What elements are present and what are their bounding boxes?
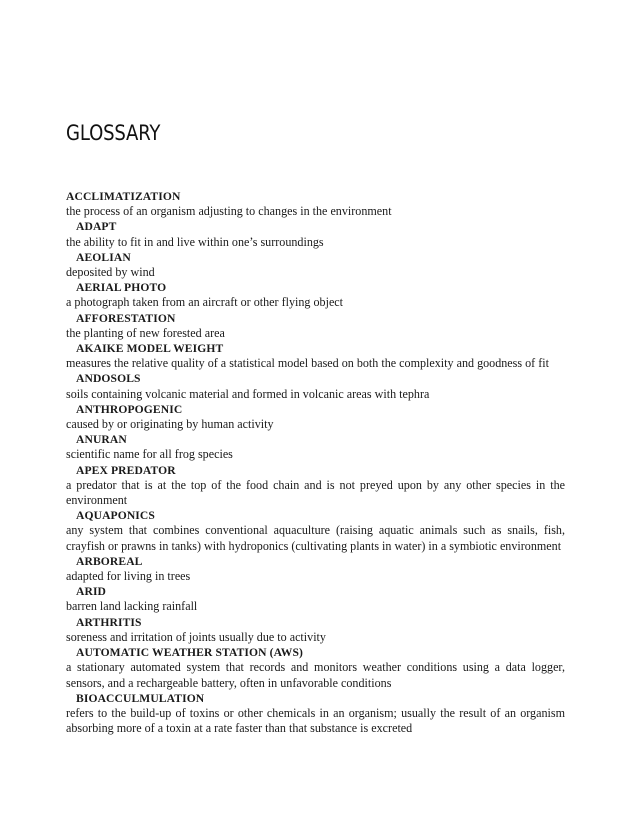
glossary-definition: soreness and irritation of joints usually due to activity	[66, 629, 326, 644]
glossary-definition: the ability to fit in and live within one’s surroundings	[66, 234, 324, 249]
glossary-definition: any system that combines conventional aquaculture (raising aquatic animals such as snails, fish, crayfish or prawns in tanks) with hydroponics (cultivating plants in water) in a symbiotic environment	[66, 523, 565, 553]
glossary-term: AFFORESTATION	[76, 311, 176, 325]
glossary-term: ANDOSOLS	[76, 372, 141, 386]
glossary-definition: refers to the build-up of toxins or other chemicals in an organism; usually the result of an organism absorbing more of a toxin at a rate faster than that substance is excreted	[66, 705, 565, 736]
glossary-entry	[66, 463, 565, 509]
glossary-entry	[66, 645, 565, 691]
glossary-entry	[66, 615, 565, 645]
glossary-term: ARBOREAL	[76, 554, 143, 568]
glossary-definition: adapted for living in trees	[66, 569, 191, 584]
glossary-entry	[66, 508, 565, 554]
glossary-definition: scientific name for all frog species	[66, 447, 233, 462]
glossary-term: ACCLIMATIZATION	[66, 190, 181, 203]
glossary-entry	[66, 280, 565, 310]
glossary-definition: the process of an organism adjusting to changes in the environment	[66, 204, 392, 219]
glossary-term: ARTHRITIS	[76, 615, 142, 629]
glossary-term: ARID	[76, 585, 107, 599]
glossary-definition: the planting of new forested area	[66, 325, 225, 340]
glossary-entry	[66, 311, 565, 341]
glossary-definition: a stationary automated system that records and monitors weather conditions using a data logger, sensors, and a rechargeable battery, often in unfavorable conditions	[66, 660, 565, 690]
glossary-entry	[66, 554, 565, 584]
glossary-entry	[66, 341, 565, 371]
glossary-definition: measures the relative quality of a statistical model based on both the complexity and goodness of fit	[66, 356, 549, 371]
glossary-definition: a photograph taken from an aircraft or other flying object	[66, 295, 344, 310]
page-title: GLOSSARY	[66, 121, 161, 145]
glossary-list	[66, 189, 565, 736]
glossary-term: BIOACCULMULATION	[76, 691, 205, 705]
glossary-term: AQUAPONICS	[76, 509, 155, 523]
glossary-term: APEX PREDATOR	[76, 463, 176, 477]
glossary-definition: caused by or originating by human activity	[66, 417, 274, 432]
glossary-term: AEOLIAN	[76, 250, 131, 264]
glossary-definition: deposited by wind	[66, 265, 155, 280]
glossary-term: ADAPT	[76, 220, 117, 234]
glossary-entry	[66, 402, 565, 432]
glossary-entry	[66, 432, 565, 462]
glossary-term: ANURAN	[76, 433, 127, 447]
glossary-term: AERIAL PHOTO	[76, 281, 167, 295]
glossary-term: ANTHROPOGENIC	[76, 402, 183, 416]
glossary-term: AUTOMATIC WEATHER STATION (AWS)	[76, 646, 303, 660]
glossary-definition: soils containing volcanic material and formed in volcanic areas with tephra	[66, 386, 430, 401]
glossary-entry	[66, 219, 565, 249]
glossary-entry	[66, 189, 565, 219]
glossary-entry	[66, 250, 565, 280]
glossary-definition: a predator that is at the top of the food chain and is not preyed upon by any other species in the environment	[66, 477, 565, 508]
glossary-entry	[66, 584, 565, 614]
glossary-entry	[66, 691, 565, 737]
glossary-entry	[66, 371, 565, 401]
glossary-definition: barren land lacking rainfall	[66, 599, 198, 614]
glossary-term: AKAIKE MODEL WEIGHT	[76, 342, 224, 356]
